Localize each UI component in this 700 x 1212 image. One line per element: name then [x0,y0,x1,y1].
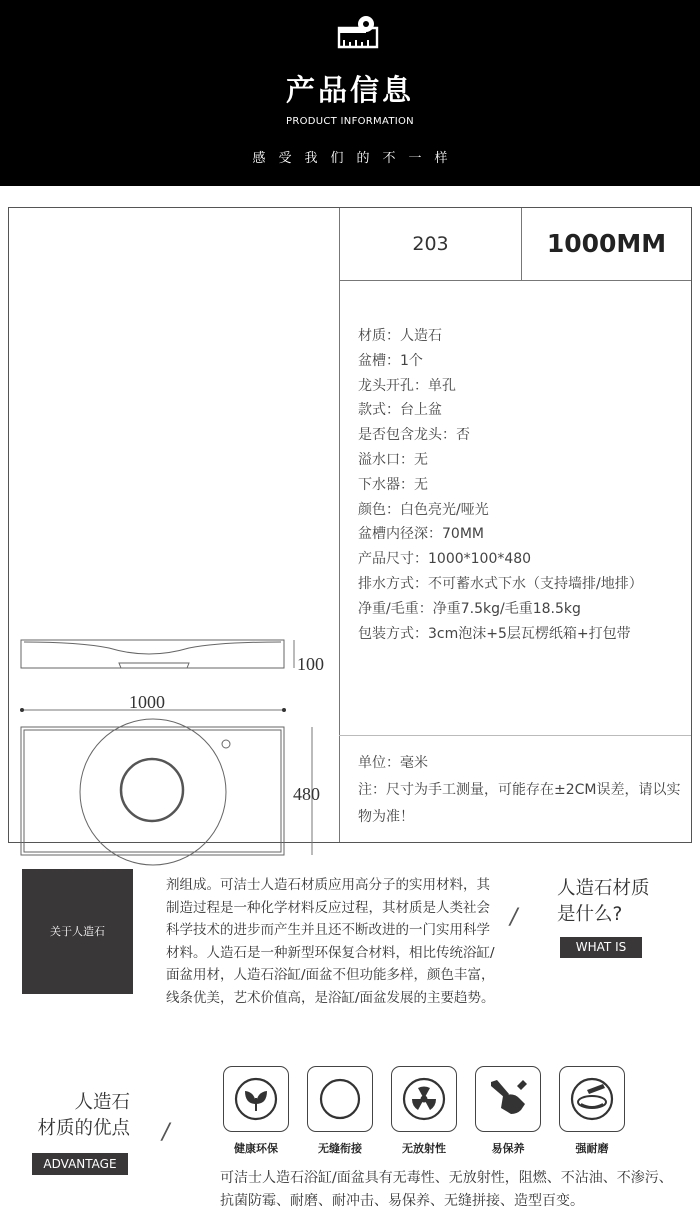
advantage-heading [22,1090,130,1142]
advantage-item [559,1066,625,1156]
spec-item: 下水器：无 [358,476,428,493]
what-is-heading-line2: 是什么? [557,904,623,925]
divider [339,280,691,281]
spec-table [8,207,692,843]
spec-item: 排水方式：不可蓄水式下水（支持墙排/地排） [358,575,643,592]
product-size: 1000MM [546,229,667,258]
height-dimension: 100 [297,654,324,674]
what-is-heading [557,876,650,928]
separator-slash: / [510,905,518,930]
spec-item: 产品尺寸：1000*100*480 [358,551,532,568]
what-is-heading-line1: 人造石材质 [557,878,650,899]
advantage-label: 无放射性 [402,1142,446,1155]
side-view [21,640,284,668]
spec-item: 盆槽：1个 [358,352,423,369]
advantage-label: 强耐磨 [575,1142,609,1155]
spec-item: 龙头开孔：单孔 [358,377,456,394]
page-title: 产品信息 [285,73,414,107]
advantage-item [475,1066,541,1156]
advantage-heading-line1: 人造石 [74,1092,130,1113]
advantage-label: 易保养 [491,1142,525,1155]
spec-item: 是否包含龙头：否 [358,427,470,444]
leaf-icon [231,1074,281,1124]
header-banner [0,0,700,186]
spec-item: 盆槽内径深：70MM [358,526,484,543]
wear-resistant-icon [567,1074,617,1124]
divider [339,735,691,736]
radiation-icon [399,1074,449,1124]
width-dimension: 1000 [129,692,165,712]
ruler-box-icon [336,14,380,50]
model-number: 203 [412,233,449,255]
advantage-badge: ADVANTAGE [32,1153,128,1175]
advantage-item [223,1066,289,1156]
spec-item: 材质：人造石 [358,328,442,344]
measurement-note: 注：尺寸为手工测量，可能存在±2CM误差，请以实物为准！ [358,782,681,825]
page-subtitle: PRODUCT INFORMATION [286,116,414,127]
divider [339,208,340,842]
wrench-hand-icon [483,1074,533,1124]
spec-item: 溢水口：无 [358,451,428,468]
about-description: 剂组成。可洁士人造石材质应用高分子的实用材料，其制造过程是一种化学材料反应过程，其材质是人类社会科学技术的进步而产生并且还不断改进的一门实用科学材料。人造石是一种新型环保复合材料，相比传统浴缸/面盆用材，人造石浴缸/面盆不但功能多样，颜色丰富，线条优美，艺术价值高，是浴缸/面盆发展的主要趋势。 [166,877,495,1006]
top-view [21,719,284,865]
advantage-label: 无缝衔接 [318,1142,362,1155]
separator-slash: / [162,1120,170,1145]
unit-label: 单位：毫米 [358,755,428,771]
seamless-circle-icon [315,1074,365,1124]
advantage-label: 健康环保 [234,1142,278,1155]
unit-note [358,750,683,831]
spec-item: 颜色：白色亮光/哑光 [358,501,489,518]
advantage-item [391,1066,457,1156]
advantage-description: 可洁士人造石浴缸/面盆具有无毒性、无放射性，阻燃、不沾油、不渗污、抗菌防霉、耐磨、耐冲击、易保养、无缝拼接、造型百变。 [220,1170,673,1209]
technical-drawing [19,628,329,868]
spec-item: 净重/毛重：净重7.5kg/毛重18.5kg [358,600,581,617]
advantage-icons [223,1066,663,1156]
spec-item: 款式：台上盆 [358,402,442,419]
page-tagline: 感受我们的不一样 [252,151,461,166]
spec-item: 包装方式：3cm泡沫+5层瓦楞纸箱+打包带 [358,625,631,642]
what-is-badge: WHAT IS [560,937,642,958]
advantage-heading-line2: 材质的优点 [37,1118,130,1139]
about-label-box: 关于人造石 [22,869,133,994]
spec-list [358,324,643,646]
depth-dimension: 480 [293,784,320,804]
advantage-item [307,1066,373,1156]
